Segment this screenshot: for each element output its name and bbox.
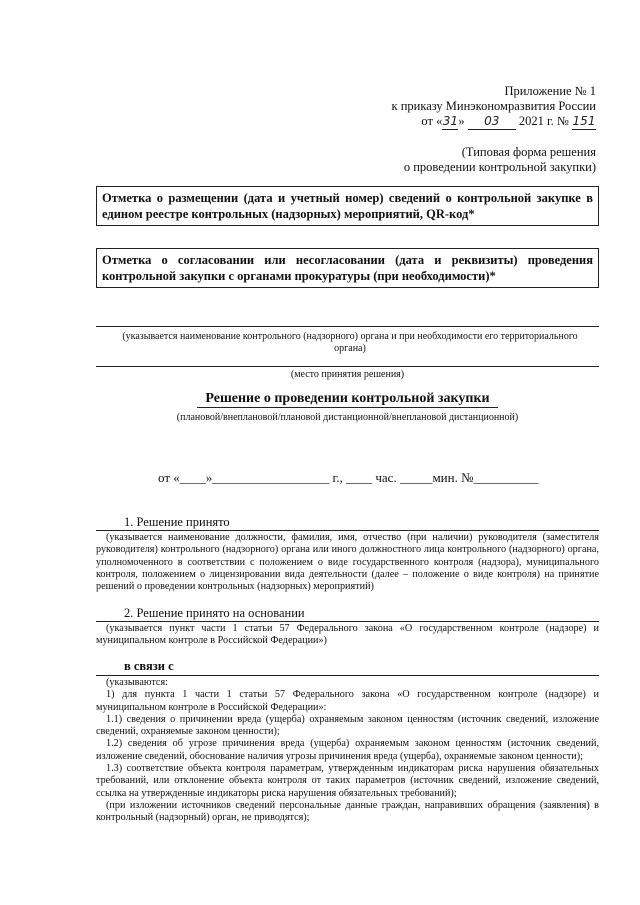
appendix-header [392, 84, 597, 130]
appendix-order-ref: к приказу Минэкономразвития России [391, 99, 596, 113]
section-2-line [96, 621, 599, 622]
place-caption: (место принятия решения) [290, 369, 405, 380]
registry-mark-box: Отметка о размещении (дата и учетный номер) сведений о контрольной закупке в едином реестре контрольных (надзорных) мероприятий, QR-код* [96, 186, 599, 226]
section-3-title: в связи с [124, 659, 174, 673]
form-type: (Типовая форма решения о проведении контрольной закупки) [403, 145, 596, 174]
appendix-date-line: от «31» 03 2021 г. № 151 [421, 114, 596, 128]
decision-date-line: от «____»__________________ г., ____ час. _____мин. №__________ [158, 470, 539, 485]
handwritten-month: 03 [468, 114, 516, 130]
organ-caption: (указывается наименование контрольного (надзорного) органа и при необходимости его территориального органа) [122, 331, 578, 354]
section-1-line [96, 530, 599, 531]
section-1-text: (указывается наименование должности, фамилия, имя, отчество (при наличии) руководителя (заместителя руководителя) контрольного (надзорного) органа или иного должностного лица контрольного (надзорного) органа, уполномоченного в соответствии с положением о виде государственного контроля (надзора), муниципального контроля, положением о лицензировании вида деятельности (далее – положение о виде контроля) на принятие решений о проведении контрольных (надзорных) мероприятий) [96, 532, 599, 593]
reason-note: (при изложении источников сведений персональные данные граждан, направивших обращения (заявления) в контрольный (надзорный) орган, не приводятся); [96, 799, 599, 824]
page-title: Решение о проведении контрольной закупки [96, 391, 599, 408]
handwritten-day: 31 [442, 114, 458, 128]
organ-name-line [96, 326, 599, 327]
handwritten-number: 151 [572, 114, 596, 128]
section-3-text [96, 677, 599, 825]
section-3-line [96, 675, 599, 676]
section-1-title: 1. Решение принято [124, 515, 230, 529]
section-2-text: (указывается пункт части 1 статьи 57 Федерального закона «О государственном контроле (надзоре) и муниципальном контроле в Российской Федерации») [96, 623, 599, 647]
reason-item-1-1: 1.1) сведения о причинении вреда (ущерба) охраняемым законом ценностям (источник сведений, изложение сведений, охраняемые законом ценности); [96, 713, 599, 738]
appendix-title: Приложение № 1 [504, 84, 596, 98]
reason-intro: (указываются: [106, 677, 168, 688]
reason-item-1-3: 1.3) соответствие объекта контроля параметрам, утвержденным индикаторам риска нарушения обязательных требований, или отклонение объекта контроля от таких параметров (источник сведений, изложение сведений, ссылка на утвержденные индикаторы риска нарушения обязательных требований); [96, 763, 599, 799]
section-2-title: 2. Решение принято на основании [124, 606, 305, 620]
prosecutor-mark-box: Отметка о согласовании или несогласовании (дата и реквизиты) проведения контрольной закупки с органами прокуратуры (при необходимости)* [96, 248, 599, 288]
reason-item-1-2: 1.2) сведения об угрозе причинения вреда (ущерба) охраняемым законом ценностям (источник сведений, изложение сведений, обоснование наличия угрозы причинения вреда (ущерба), охраняемые законом ценности); [96, 738, 599, 762]
place-line [96, 366, 599, 367]
page-subtitle: (плановой/внеплановой/плановой дистанционной/внеплановой дистанционной) [176, 412, 519, 423]
reason-item-1: 1) для пункта 1 части 1 статьи 57 Федерального закона «О государственном контроле (надзоре) и муниципальном контроле в Российской Федерации»: [96, 689, 599, 713]
